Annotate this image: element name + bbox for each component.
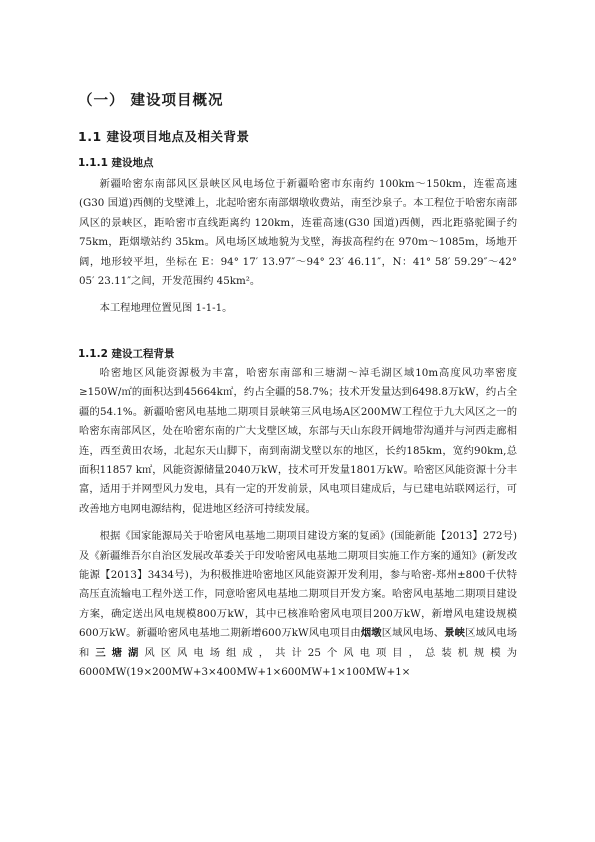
background-paragraph-2: [79, 527, 517, 682]
location-paragraph: 新疆哈密东南部风区景峡区风电场位于新疆哈密市东南约 100km～150km，连霍高速(G30 国道)西侧的戈壁滩上，北起哈密东南部烟墩收费站，南至沙泉子。本工程位于哈密东南部风区的景峡区，距哈密市直线距离约 120km，连霍高速(G30 国道)西侧，西北距骆驼圈子约 75km，距烟墩站约 35km。风电场区域地貌为戈壁，海拔高程约在 970m～1085m，场地开阔，地形较平坦，坐标在 E：94° 17′ 13.97″～94° 23′ 46.11″，N：41° 58′ 59.29″～42° 05′ 23.11″之间，开发范围约 45km²。: [79, 178, 517, 288]
subsection-heading-background: 1.1.2 建设工程背景: [78, 348, 175, 360]
location-text: [79, 175, 517, 319]
background-text: [79, 364, 517, 683]
paragraph-2-text-d: 风区风电场组成，共计25个风电项目，总装机规模为6000MW(19×200MW+3×400MW+1×600MW+1×100MW+1×: [79, 646, 517, 679]
figure-reference-paragraph: 本工程地理位置见图 1-1-1。: [99, 302, 233, 315]
background-paragraph-1: 哈密地区风能资源极为丰富，哈密东南部和三塘湖～淖毛湖区域10m高度风功率密度≥150W/㎡的面积达到45664k㎡，约占全疆的58.7%；技术开发量达到6498.8万kW，约占全疆的54.1%。新疆哈密风电基地二期项目景峡第三风电场A区200MW工程位于九大风区之一的哈密东南部风区，处在哈密东南的广大戈壁区域，东部与天山东段开阔地带沟通并与河西走廊相连，西至黄田农场，北起东天山脚下，南到南湖戈壁以东的地区，长约185km，宽约90km,总面积11857 k㎡，风能资源储量2040万kW，技术可开发量1801万kW。哈密区风能资源十分丰富，适用于并网型风力发电，具有一定的开发前景，风电项目建成后，与已建电站联网运行，可改善地方电网电源结构，促进地区经济可持续发展。: [79, 367, 517, 515]
chapter-heading: （一） 建设项目概况: [78, 93, 224, 109]
bold-term-santanghu: 三塘湖: [95, 646, 145, 659]
bold-term-jingxia: 景峡: [444, 627, 466, 640]
subsection-heading-location: 1.1.1 建设地点: [78, 157, 154, 169]
paragraph-2-text-c: 区域风电场和: [79, 627, 518, 659]
paragraph-2-text-b: 区域风电场、: [381, 627, 445, 640]
paragraph-2-text-a: 根据《国家能源局关于哈密风电基地二期项目建设方案的复函》(国能新能【2013】272号)及《新疆维吾尔自治区发展改革委关于印发哈密风电基地二期项目实施工作方案的通知》(新发改能源【2013】3434号)，为积极推进哈密地区风能资源开发利用，参与哈密-郑州±800千伏特高压直流输电工程外送工作，同意哈密风电基地二期项目开发方案。哈密风电基地二期项目建设方案，确定送出风电规模800万kW，其中已核准哈密风电项目200万kW，新增风电建设规模600万kW。新疆哈密风电基地二期新增600万kW风电项目由: [79, 530, 517, 640]
section-heading: 1.1 建设项目地点及相关背景: [78, 129, 250, 144]
bold-term-yandun: 烟墩: [360, 627, 382, 640]
